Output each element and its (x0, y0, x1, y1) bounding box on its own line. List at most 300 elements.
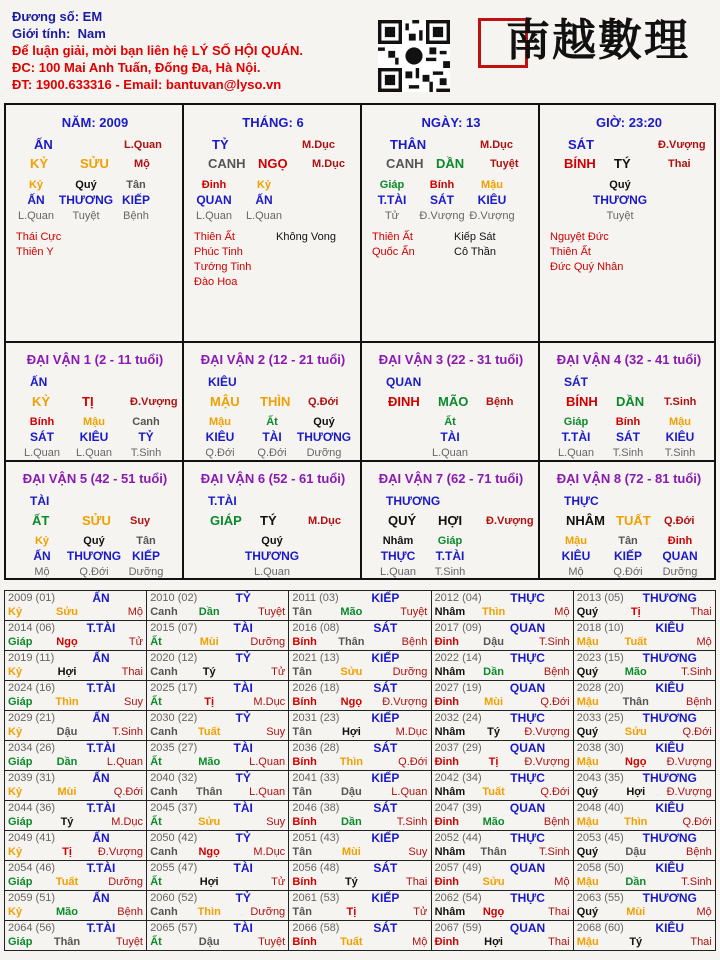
annual-stem: Nhâm (434, 906, 466, 918)
dai-van-stem: BÍNH (566, 394, 598, 409)
annual-stage: Bệnh (543, 666, 570, 678)
annual-stage: Bệnh (686, 696, 712, 708)
annual-cell-content (574, 741, 715, 770)
annual-stage: Mộ (696, 636, 712, 648)
annual-cell (573, 621, 715, 651)
annual-cell-content (432, 681, 573, 710)
hidden-stage: Đ.Vượng (469, 210, 515, 222)
annual-stage: L.Quan (249, 756, 286, 768)
hidden-stem: Bính (429, 179, 455, 191)
annual-branch: Dần (483, 666, 504, 678)
dai-van-hidden-god: KIÊU (205, 430, 235, 444)
annual-stage: Tử (271, 666, 286, 678)
annual-cell-content (432, 801, 573, 830)
annual-row (5, 621, 716, 651)
annual-god: QUAN (509, 681, 546, 695)
dai-van-hidden-god: ẤN (33, 549, 51, 563)
annual-stem: Kỷ (8, 906, 23, 918)
annual-god: TÀI (233, 621, 253, 635)
annual-god: THƯƠNG (642, 651, 697, 665)
annual-cell-content (5, 831, 146, 860)
dai-van-hidden-god: THƯƠNG (244, 549, 300, 563)
annual-god: THỰC (510, 711, 545, 725)
dai-van-hidden-stage: L.Quan (23, 447, 61, 459)
owner-value: EM (82, 9, 103, 24)
annual-year: 2010 (02) (150, 592, 198, 604)
annual-branch: Mão (198, 756, 221, 768)
annual-row (5, 801, 716, 831)
annual-branch: Tị (346, 906, 357, 918)
annual-stage: Mộ (412, 936, 428, 948)
annual-cell-content (147, 891, 288, 920)
dai-van-hidden-stem: Ất (444, 416, 456, 428)
dai-van-hidden-god: QUAN (662, 549, 698, 563)
annual-stem: Bính (292, 936, 317, 948)
dai-van-god: QUAN (386, 375, 422, 389)
dai-van-stage: Bệnh (486, 396, 514, 408)
annual-table (4, 590, 716, 951)
annual-stem: Tân (292, 666, 312, 678)
dai-van-stem: GIÁP (210, 513, 242, 528)
annual-stem: Đinh (434, 936, 460, 948)
annual-stage: Suy (266, 726, 286, 738)
annual-stem: Bính (292, 636, 317, 648)
annual-row (5, 891, 716, 921)
dai-van-hidden-stem: Bính (29, 416, 55, 428)
annual-cell (289, 891, 431, 921)
annual-branch: Tị (204, 696, 215, 708)
dai-van-hidden-god: TÀI (262, 430, 282, 444)
annual-cell-content (147, 741, 288, 770)
annual-cell (5, 921, 147, 951)
annual-stage: Q.Đới (398, 756, 428, 768)
dai-van-hidden-god: SÁT (616, 430, 640, 444)
dai-van-hidden-stem: Giáp (437, 535, 463, 547)
annual-stage: Đ.Vượng (382, 696, 428, 708)
dai-van-stage: Q.Đới (308, 396, 339, 408)
annual-cell-content (432, 921, 573, 950)
annual-cell-content (289, 771, 430, 800)
annual-cell (147, 801, 289, 831)
hidden-stem: Kỷ (256, 179, 272, 191)
annual-stage: Đ.Vượng (666, 756, 712, 768)
annual-stage: Dưỡng (250, 636, 286, 648)
annual-stage: Thai (690, 936, 712, 948)
annual-god: TỶ (235, 651, 251, 665)
annual-stage: Q.Đới (682, 726, 712, 738)
annual-cell-content (5, 711, 146, 740)
annual-cell (147, 861, 289, 891)
annual-stage: Bệnh (117, 906, 143, 918)
annual-cell-content (574, 651, 715, 680)
annual-year: 2018 (10) (576, 622, 624, 634)
annual-cell (5, 621, 147, 651)
annual-stage: Thai (690, 606, 712, 618)
dai-van-hidden-stem: Canh (132, 416, 160, 428)
annual-cell (289, 921, 431, 951)
annual-god: SÁT (373, 621, 398, 635)
annual-stem: Đinh (434, 636, 460, 648)
annual-stem: Đinh (434, 876, 460, 888)
annual-branch: Dần (340, 816, 362, 828)
dai-van-hidden-stage: T.Sinh (664, 447, 696, 459)
annual-stage: Đ.Vượng (97, 846, 143, 858)
dai-van-hidden-god: KIÊU (561, 549, 591, 563)
annual-branch: Tuất (482, 786, 505, 798)
annual-branch: Thìn (624, 816, 648, 828)
dai-van-hidden-stage: Dưỡng (128, 566, 164, 578)
annual-branch: Mùi (199, 636, 219, 648)
annual-branch: Dậu (198, 936, 220, 948)
annual-god: THƯƠNG (642, 891, 697, 905)
header-info (12, 8, 342, 93)
annual-year: 2039 (31) (8, 772, 56, 784)
dai-van-hidden-stage: Dưỡng (662, 566, 698, 578)
annual-stage: Dưỡng (108, 876, 143, 888)
annual-god: T.TÀI (86, 861, 116, 875)
annual-stem: Ất (150, 936, 162, 948)
annual-cell (289, 621, 431, 651)
annual-god: ẤN (92, 771, 110, 785)
annual-row (5, 831, 716, 861)
annual-god: T.TÀI (86, 921, 116, 935)
dai-van-hidden-stem: Bính (615, 416, 641, 428)
annual-cell (573, 651, 715, 681)
hidden-stage: Tuyệt (72, 210, 100, 222)
annual-cell (5, 861, 147, 891)
annual-god: ẤN (92, 831, 110, 845)
pillar-top-stage: L.Quan (124, 139, 162, 151)
dai-van-title: ĐẠI VẬN 7 (62 - 71 tuổi) (378, 471, 524, 486)
star-right: Không Vong (276, 231, 336, 243)
annual-branch: Dậu (56, 726, 78, 738)
hidden-stem: Quý (609, 179, 631, 191)
annual-stem: Giáp (8, 756, 33, 768)
dai-van-stage: T.Sinh (664, 396, 697, 408)
annual-god: TÀI (233, 801, 253, 815)
dai-van-title: ĐẠI VẬN 1 (2 - 11 tuổi) (26, 352, 164, 367)
annual-stem: Kỷ (8, 666, 23, 678)
annual-cell (431, 831, 573, 861)
annual-god: T.TÀI (86, 681, 116, 695)
dai-van-hidden-stem: Kỷ (34, 535, 50, 547)
annual-cell (289, 711, 431, 741)
annual-year: 2059 (51) (8, 892, 56, 904)
annual-cell (573, 771, 715, 801)
annual-year: 2041 (33) (292, 772, 340, 784)
annual-cell-content (147, 591, 288, 620)
annual-year: 2034 (26) (8, 742, 56, 754)
dai-van-hidden-stage: L.Quan (75, 447, 113, 459)
annual-god: ẤN (92, 891, 110, 905)
annual-year: 2015 (07) (150, 622, 198, 634)
annual-year: 2021 (13) (292, 652, 340, 664)
annual-year: 2068 (60) (576, 922, 624, 934)
annual-year: 2017 (09) (434, 622, 482, 634)
annual-god: THỰC (510, 831, 545, 845)
annual-stage: Thai (548, 936, 570, 948)
annual-year: 2058 (50) (576, 862, 624, 874)
annual-branch: Tuất (340, 936, 363, 948)
annual-stem: Tân (292, 846, 312, 858)
star-left: Thiên Ất (372, 231, 413, 243)
annual-god: ẤN (92, 711, 110, 725)
dai-van-hidden-stage: L.Quan (557, 447, 595, 459)
annual-branch: Thân (480, 846, 507, 858)
dai-van-god: THƯƠNG (386, 494, 441, 508)
annual-god: THƯƠNG (642, 771, 697, 785)
annual-stage: Mộ (554, 876, 570, 888)
annual-stage: T.Sinh (538, 636, 570, 648)
annual-stem: Bính (292, 756, 317, 768)
annual-god: KIẾP (371, 891, 400, 905)
annual-year: 2014 (06) (8, 622, 56, 634)
annual-god: KIÊU (655, 621, 685, 635)
star-left: Nguyệt Đức (550, 231, 609, 243)
annual-cell (431, 591, 573, 621)
annual-stem: Giáp (8, 876, 33, 888)
annual-stage: Mộ (696, 906, 712, 918)
pillar-stage: Tuyệt (490, 158, 519, 170)
hidden-god: T.TÀI (377, 193, 407, 207)
pillar-stage: Mộ (134, 158, 150, 170)
pillar-stage: Thai (668, 158, 691, 170)
annual-stage: Đ.Vượng (524, 726, 570, 738)
annual-stem: Kỷ (8, 846, 23, 858)
dai-van-hidden-god: TỶ (138, 430, 154, 444)
annual-cell (147, 621, 289, 651)
hidden-stage: Bệnh (123, 210, 149, 222)
annual-god: KIẾP (371, 591, 400, 605)
annual-cell-content (574, 771, 715, 800)
dai-van-hidden-stem: Quý (313, 416, 335, 428)
annual-cell (289, 831, 431, 861)
annual-cell-content (574, 591, 715, 620)
annual-row (5, 741, 716, 771)
annual-stage: M.Dục (253, 696, 286, 708)
annual-stage: Q.Đới (540, 786, 570, 798)
pillar-god: TỶ (212, 137, 229, 152)
dai-van-hidden-stem: Giáp (563, 416, 589, 428)
annual-cell-content (5, 591, 146, 620)
annual-cell (573, 681, 715, 711)
annual-stem: Tân (292, 726, 312, 738)
annual-stem: Canh (150, 726, 178, 738)
dai-van-hidden-stem: Tân (136, 535, 156, 547)
annual-branch: Tuất (197, 726, 221, 738)
annual-branch: Hợi (626, 786, 646, 798)
annual-stem: Quý (576, 666, 599, 678)
star-left: Thiên Y (16, 246, 54, 258)
annual-row (5, 921, 716, 951)
annual-cell-content (574, 711, 715, 740)
annual-branch: Dần (625, 876, 647, 888)
annual-stage: Tuyệt (115, 936, 143, 948)
annual-stem: Kỷ (8, 726, 23, 738)
annual-year: 2032 (24) (434, 712, 482, 724)
annual-cell (289, 861, 431, 891)
annual-god: T.TÀI (86, 621, 116, 635)
annual-cell (431, 681, 573, 711)
annual-cell-content (289, 621, 430, 650)
annual-cell (147, 921, 289, 951)
annual-stem: Mậu (576, 936, 599, 948)
annual-stem: Bính (292, 816, 317, 828)
annual-god: TÀI (233, 741, 253, 755)
annual-cell (431, 801, 573, 831)
pillar-title: GIỜ: 23:20 (595, 115, 663, 130)
annual-year: 2064 (56) (8, 922, 56, 934)
dai-van-stage: M.Dục (308, 515, 341, 527)
dai-van-stem: NHÂM (566, 513, 605, 528)
pillar-stage: M.Dục (312, 158, 345, 170)
star-left: Thiên Ất (194, 231, 235, 243)
pillar-stem: CANH (386, 156, 424, 171)
annual-cell-content (432, 831, 573, 860)
annual-stem: Ất (150, 876, 162, 888)
annual-stem: Mậu (576, 816, 599, 828)
annual-cell (573, 831, 715, 861)
pillar-stem: CANH (208, 156, 246, 171)
annual-stem: Bính (292, 696, 317, 708)
dai-van-stem: QUÝ (388, 513, 417, 528)
annual-stage: Tuyệt (400, 606, 428, 618)
annual-branch: Thân (53, 936, 81, 948)
annual-god: QUAN (509, 741, 546, 755)
annual-stage: T.Sinh (681, 666, 712, 678)
star-right: Kiếp Sát (454, 231, 496, 243)
annual-stage: Bệnh (543, 816, 570, 828)
annual-cell-content (147, 651, 288, 680)
annual-cell (289, 681, 431, 711)
annual-god: KIẾP (371, 771, 400, 785)
address-line: ĐC: 100 Mai Anh Tuấn, Đống Đa, Hà Nội. (12, 60, 261, 75)
dai-van-hidden-stage: Dưỡng (306, 447, 342, 459)
dai-van-hidden-stage: Q.Đới (205, 447, 235, 459)
annual-god: QUAN (509, 801, 546, 815)
annual-year: 2046 (38) (292, 802, 340, 814)
annual-cell (147, 711, 289, 741)
hidden-god: KIÊU (477, 193, 507, 207)
hidden-stem: Đinh (201, 179, 227, 191)
annual-branch: Ngọ (625, 756, 647, 768)
annual-year: 2047 (39) (434, 802, 482, 814)
hidden-god: THƯƠNG (58, 193, 114, 207)
annual-cell (431, 621, 573, 651)
pillar-god: SÁT (568, 137, 594, 152)
annual-year: 2061 (53) (292, 892, 340, 904)
annual-god: T.TÀI (86, 801, 116, 815)
annual-stage: M.Dục (111, 816, 143, 828)
pillar-top-stage: M.Dục (480, 139, 513, 151)
annual-stem: Quý (576, 906, 599, 918)
annual-year: 2038 (30) (576, 742, 624, 754)
annual-branch: Tị (488, 756, 499, 768)
annual-stage: T.Sinh (538, 846, 570, 858)
annual-branch: Mùi (626, 906, 646, 918)
annual-god: QUAN (509, 621, 546, 635)
pillar-title: NGÀY: 13 (421, 115, 481, 130)
annual-branch: Tị (62, 846, 72, 858)
dai-van-branch: HỢI (438, 513, 463, 528)
star-left: Thiên Ất (550, 246, 591, 258)
annual-cell-content (432, 711, 573, 740)
annual-god: KIÊU (655, 681, 685, 695)
annual-stage: Bệnh (401, 636, 428, 648)
annual-cell (573, 861, 715, 891)
dai-van-stage: Đ.Vượng (130, 396, 178, 408)
dai-van-god: KIÊU (208, 375, 237, 389)
annual-year: 2066 (58) (292, 922, 340, 934)
qr-code-icon[interactable] (378, 20, 450, 92)
annual-row (5, 861, 716, 891)
annual-year: 2060 (52) (150, 892, 198, 904)
annual-stage: Tử (413, 906, 428, 918)
annual-branch: Tý (344, 876, 358, 888)
annual-stem: Đinh (434, 816, 460, 828)
annual-cell-content (289, 921, 430, 950)
annual-year: 2042 (34) (434, 772, 482, 784)
annual-cell-content (289, 591, 430, 620)
annual-stage: T.Sinh (681, 876, 712, 888)
annual-year: 2036 (28) (292, 742, 340, 754)
dai-van-stem: ĐINH (388, 394, 420, 409)
annual-stem: Bính (292, 876, 317, 888)
annual-row (5, 771, 716, 801)
annual-stage: Suy (266, 816, 286, 828)
annual-cell-content (5, 921, 146, 950)
annual-cell (5, 591, 147, 621)
star-left: Đức Quý Nhân (550, 261, 624, 273)
annual-year: 2022 (14) (434, 652, 482, 664)
annual-stage: Dưỡng (392, 666, 428, 678)
annual-stage: Đ.Vượng (666, 786, 712, 798)
annual-year: 2011 (03) (292, 592, 339, 604)
annual-year: 2029 (21) (8, 712, 56, 724)
dai-van-god: T.TÀI (208, 494, 237, 508)
annual-god: QUAN (509, 921, 546, 935)
dai-van-hidden-stage: Q.Đới (257, 447, 287, 459)
annual-branch: Thìn (197, 906, 221, 918)
annual-branch: Mùi (484, 696, 504, 708)
annual-cell-content (5, 861, 146, 890)
annual-stem: Giáp (8, 696, 33, 708)
dai-van-hidden-stem: Tân (618, 535, 638, 547)
annual-stem: Quý (576, 726, 599, 738)
annual-branch: Mão (624, 666, 647, 678)
annual-stem: Ất (150, 696, 162, 708)
dai-van-hidden-stage: L.Quan (253, 566, 291, 578)
dai-van-stem: ẤT (32, 513, 50, 528)
annual-year: 2012 (04) (434, 592, 482, 604)
annual-god: TỶ (235, 591, 251, 605)
dai-van-hidden-stem: Mậu (83, 416, 105, 428)
annual-god: TỶ (235, 831, 251, 845)
annual-god: QUAN (509, 861, 546, 875)
dai-van-hidden-stage: T.Sinh (434, 566, 466, 578)
pillar-branch: DẦN (436, 156, 465, 171)
annual-stem: Canh (150, 846, 178, 858)
annual-branch: Sửu (624, 726, 647, 738)
dai-van-hidden-god: THƯƠNG (66, 549, 122, 563)
annual-stem: Kỷ (8, 606, 23, 618)
annual-god: SÁT (373, 861, 398, 875)
annual-stem: Ất (150, 636, 162, 648)
annual-stage: M.Dục (253, 846, 286, 858)
dai-van-hidden-god: KIẾP (613, 549, 643, 563)
dai-van-hidden-god: KIÊU (79, 430, 109, 444)
annual-cell (5, 891, 147, 921)
